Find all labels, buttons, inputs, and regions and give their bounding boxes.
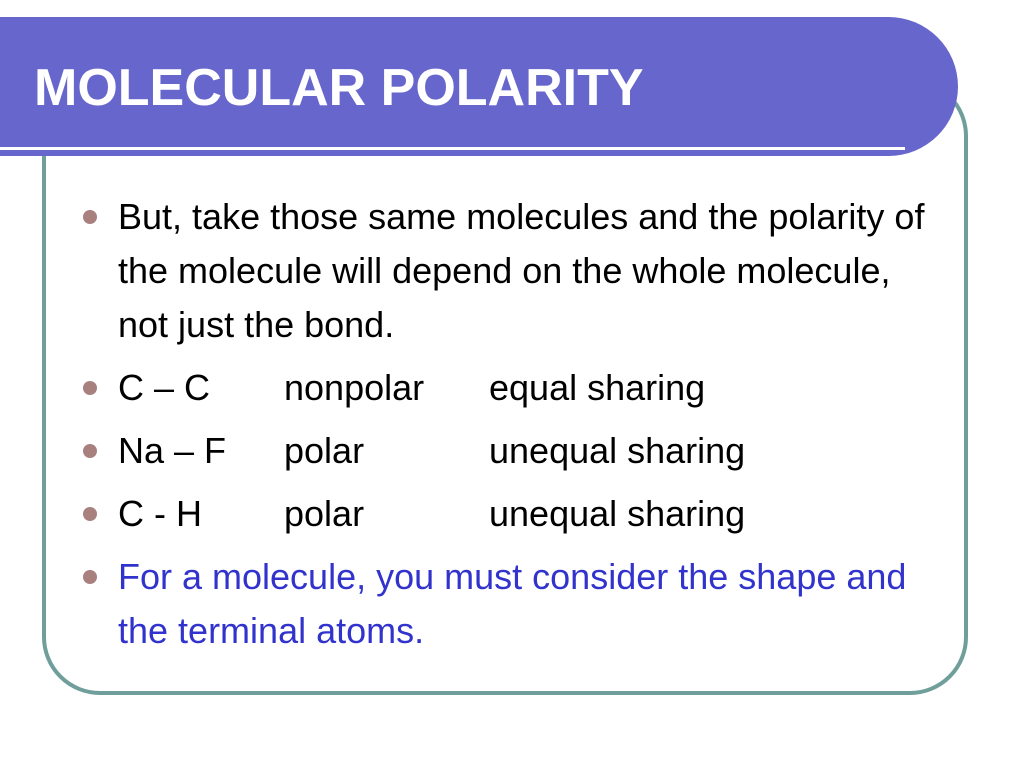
bullet-item bbox=[80, 361, 940, 415]
bullet-item bbox=[80, 487, 940, 541]
bond-label: C – C bbox=[118, 367, 211, 408]
bond-sharing: equal sharing bbox=[489, 367, 706, 408]
bond-row bbox=[118, 487, 940, 541]
bond-label: Na – F bbox=[118, 430, 227, 471]
bond-sharing: unequal sharing bbox=[489, 493, 746, 534]
title-underline bbox=[0, 147, 905, 150]
bond-label: C - H bbox=[118, 493, 202, 534]
title-bar bbox=[0, 17, 958, 156]
slide-content bbox=[80, 190, 940, 658]
bond-polarity: nonpolar bbox=[284, 367, 425, 408]
bond-row bbox=[118, 361, 940, 415]
bond-polarity: polar bbox=[284, 430, 365, 471]
bullet-item bbox=[80, 424, 940, 478]
bullet-item bbox=[80, 550, 940, 658]
bullet-item bbox=[80, 190, 940, 352]
bullet-dot-icon bbox=[83, 210, 97, 224]
bullet-dot-icon bbox=[83, 570, 97, 584]
bullet-dot-icon bbox=[83, 444, 97, 458]
bond-row bbox=[118, 424, 940, 478]
bullet-text: But, take those same molecules and the polarity of the molecule will depend on the whole molecule, not just the bond. bbox=[118, 196, 925, 345]
bond-polarity: polar bbox=[284, 493, 365, 534]
bond-sharing: unequal sharing bbox=[489, 430, 746, 471]
bullet-text-highlight: For a molecule, you must consider the shape and the terminal atoms. bbox=[118, 556, 907, 651]
slide-title: MOLECULAR POLARITY bbox=[34, 59, 644, 117]
bullet-dot-icon bbox=[83, 381, 97, 395]
bullet-dot-icon bbox=[83, 507, 97, 521]
